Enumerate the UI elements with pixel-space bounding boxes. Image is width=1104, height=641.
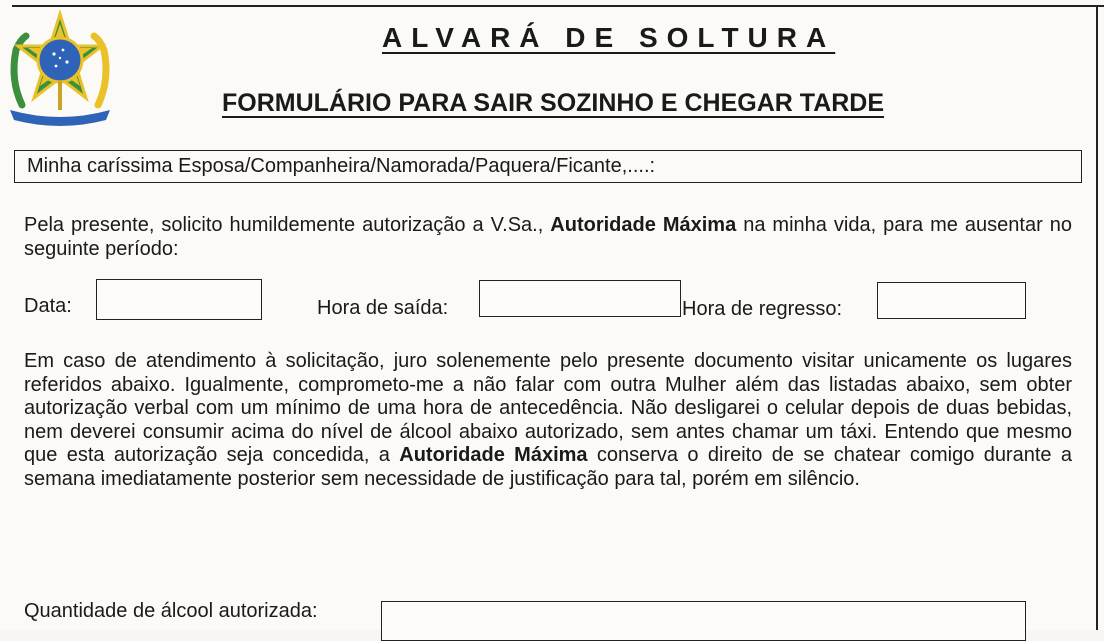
commitment-text-start: Em caso de atendimento à solicitação, juro solenemente pelo presente documento visitar unicamente os lugares referidos abaixo. Igualmente, comprometo-me a não falar com outra Mulher além das listadas abaixo, sem obter autorização verbal com um mínimo de uma hora de antecedência. Não desligarei o celular depois de duas bebidas, nem deverei consumir acima do nível de álcool abaixo autorizado, sem antes chamar um táxi. Entendo que mesmo que esta autorização seja concedida, a xyxy=(24,350,1072,466)
return-time-field[interactable] xyxy=(877,282,1026,319)
coat-of-arms-icon xyxy=(2,10,118,128)
request-text-start: Pela presente, solicito humildemente autorização a V.Sa., xyxy=(24,214,551,236)
departure-time-input[interactable] xyxy=(480,281,680,316)
page-border-top xyxy=(12,5,1104,7)
request-paragraph xyxy=(24,214,1072,261)
salutation-box xyxy=(14,150,1082,183)
request-authority-bold: Autoridade Máxima xyxy=(550,214,737,236)
page-border-right xyxy=(1096,5,1098,630)
salutation-text: Minha caríssima Esposa/Companheira/Namorada/Paquera/Ficante,....: xyxy=(27,155,656,177)
date-field[interactable] xyxy=(96,279,262,320)
alcohol-quantity-input[interactable] xyxy=(382,602,1025,640)
document-subtitle: FORMULÁRIO PARA SAIR SOZINHO E CHEGAR TARDE xyxy=(222,89,885,117)
date-input[interactable] xyxy=(97,280,261,319)
departure-time-field[interactable] xyxy=(479,280,681,317)
commitment-authority-bold: Autoridade Máxima xyxy=(399,444,588,466)
departure-time-label: Hora de saída: xyxy=(317,297,449,319)
return-time-input[interactable] xyxy=(878,283,1025,318)
alcohol-quantity-field[interactable] xyxy=(381,601,1026,641)
commitment-paragraph xyxy=(24,350,1072,491)
request-text-end: na minha vida, para me ausentar no seguinte período: xyxy=(24,214,1072,260)
return-time-label: Hora de regresso: xyxy=(682,298,843,320)
alcohol-quantity-label: Quantidade de álcool autorizada: xyxy=(24,600,318,622)
date-label: Data: xyxy=(24,295,72,317)
commitment-text-end: conserva o direito de se chatear comigo durante a semana imediatamente posterior sem necessidade de justificação para tal, porém em silêncio. xyxy=(24,444,1072,490)
document-title: ALVARÁ DE SOLTURA xyxy=(382,22,836,53)
